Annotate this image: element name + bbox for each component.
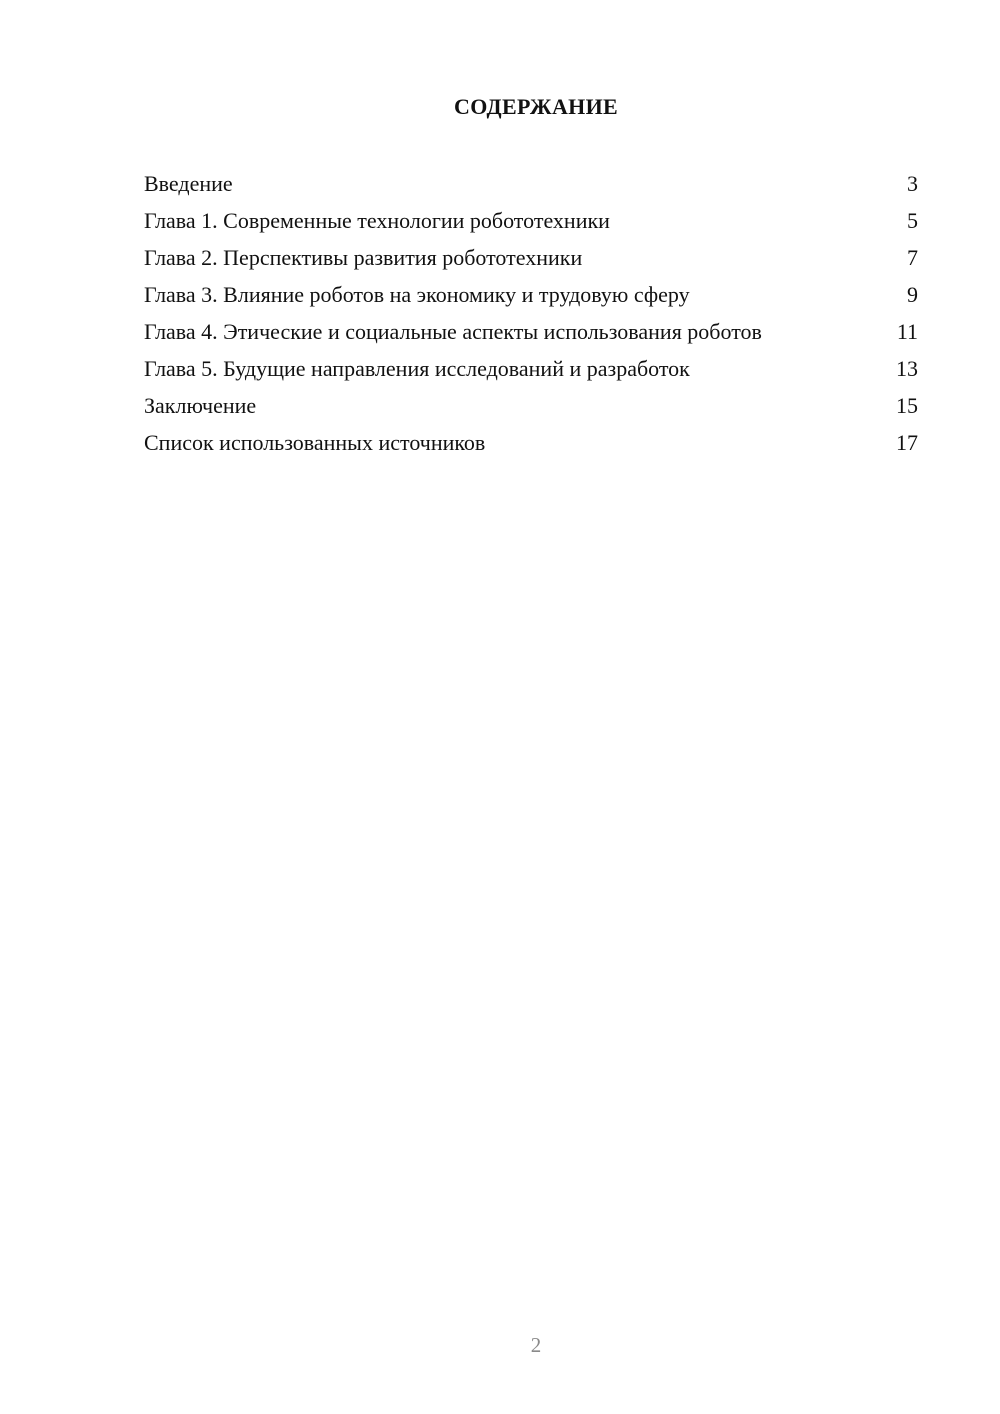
toc-heading: СОДЕРЖАНИЕ bbox=[454, 94, 618, 119]
toc-entry-page: 5 bbox=[907, 208, 918, 233]
toc-entry-chapter-4[interactable] bbox=[144, 318, 918, 345]
toc-entry-chapter-3[interactable] bbox=[144, 281, 918, 308]
toc-entry-page: 7 bbox=[907, 245, 918, 270]
toc-entry-introduction[interactable] bbox=[144, 170, 918, 197]
toc-entry-title: Список использованных источников bbox=[144, 430, 486, 455]
toc-entry-title: Глава 3. Влияние роботов на экономику и трудовую сферу bbox=[144, 282, 690, 307]
toc-entry-chapter-1[interactable] bbox=[144, 207, 918, 234]
toc-entry-page: 11 bbox=[896, 319, 918, 344]
toc-entry-page: 9 bbox=[907, 282, 918, 307]
table-of-contents bbox=[144, 170, 918, 466]
toc-entry-title: Глава 2. Перспективы развития робототехники bbox=[144, 245, 583, 270]
toc-entry-title: Глава 5. Будущие направления исследований и разработок bbox=[144, 356, 690, 381]
toc-entry-page: 13 bbox=[896, 356, 918, 381]
toc-entry-references[interactable] bbox=[144, 429, 918, 456]
toc-entry-chapter-2[interactable] bbox=[144, 244, 918, 271]
toc-entry-page: 3 bbox=[907, 171, 918, 196]
toc-entry-conclusion[interactable] bbox=[144, 392, 918, 419]
toc-entry-page: 15 bbox=[896, 393, 918, 418]
toc-entry-chapter-5[interactable] bbox=[144, 355, 918, 382]
page-number: 2 bbox=[530, 1333, 542, 1357]
toc-entry-title: Введение bbox=[144, 171, 233, 196]
toc-entry-page: 17 bbox=[896, 430, 918, 455]
toc-entry-title: Глава 4. Этические и социальные аспекты использования роботов bbox=[144, 319, 762, 344]
toc-entry-title: Заключение bbox=[144, 393, 257, 418]
toc-entry-title: Глава 1. Современные технологии робототехники bbox=[144, 208, 610, 233]
